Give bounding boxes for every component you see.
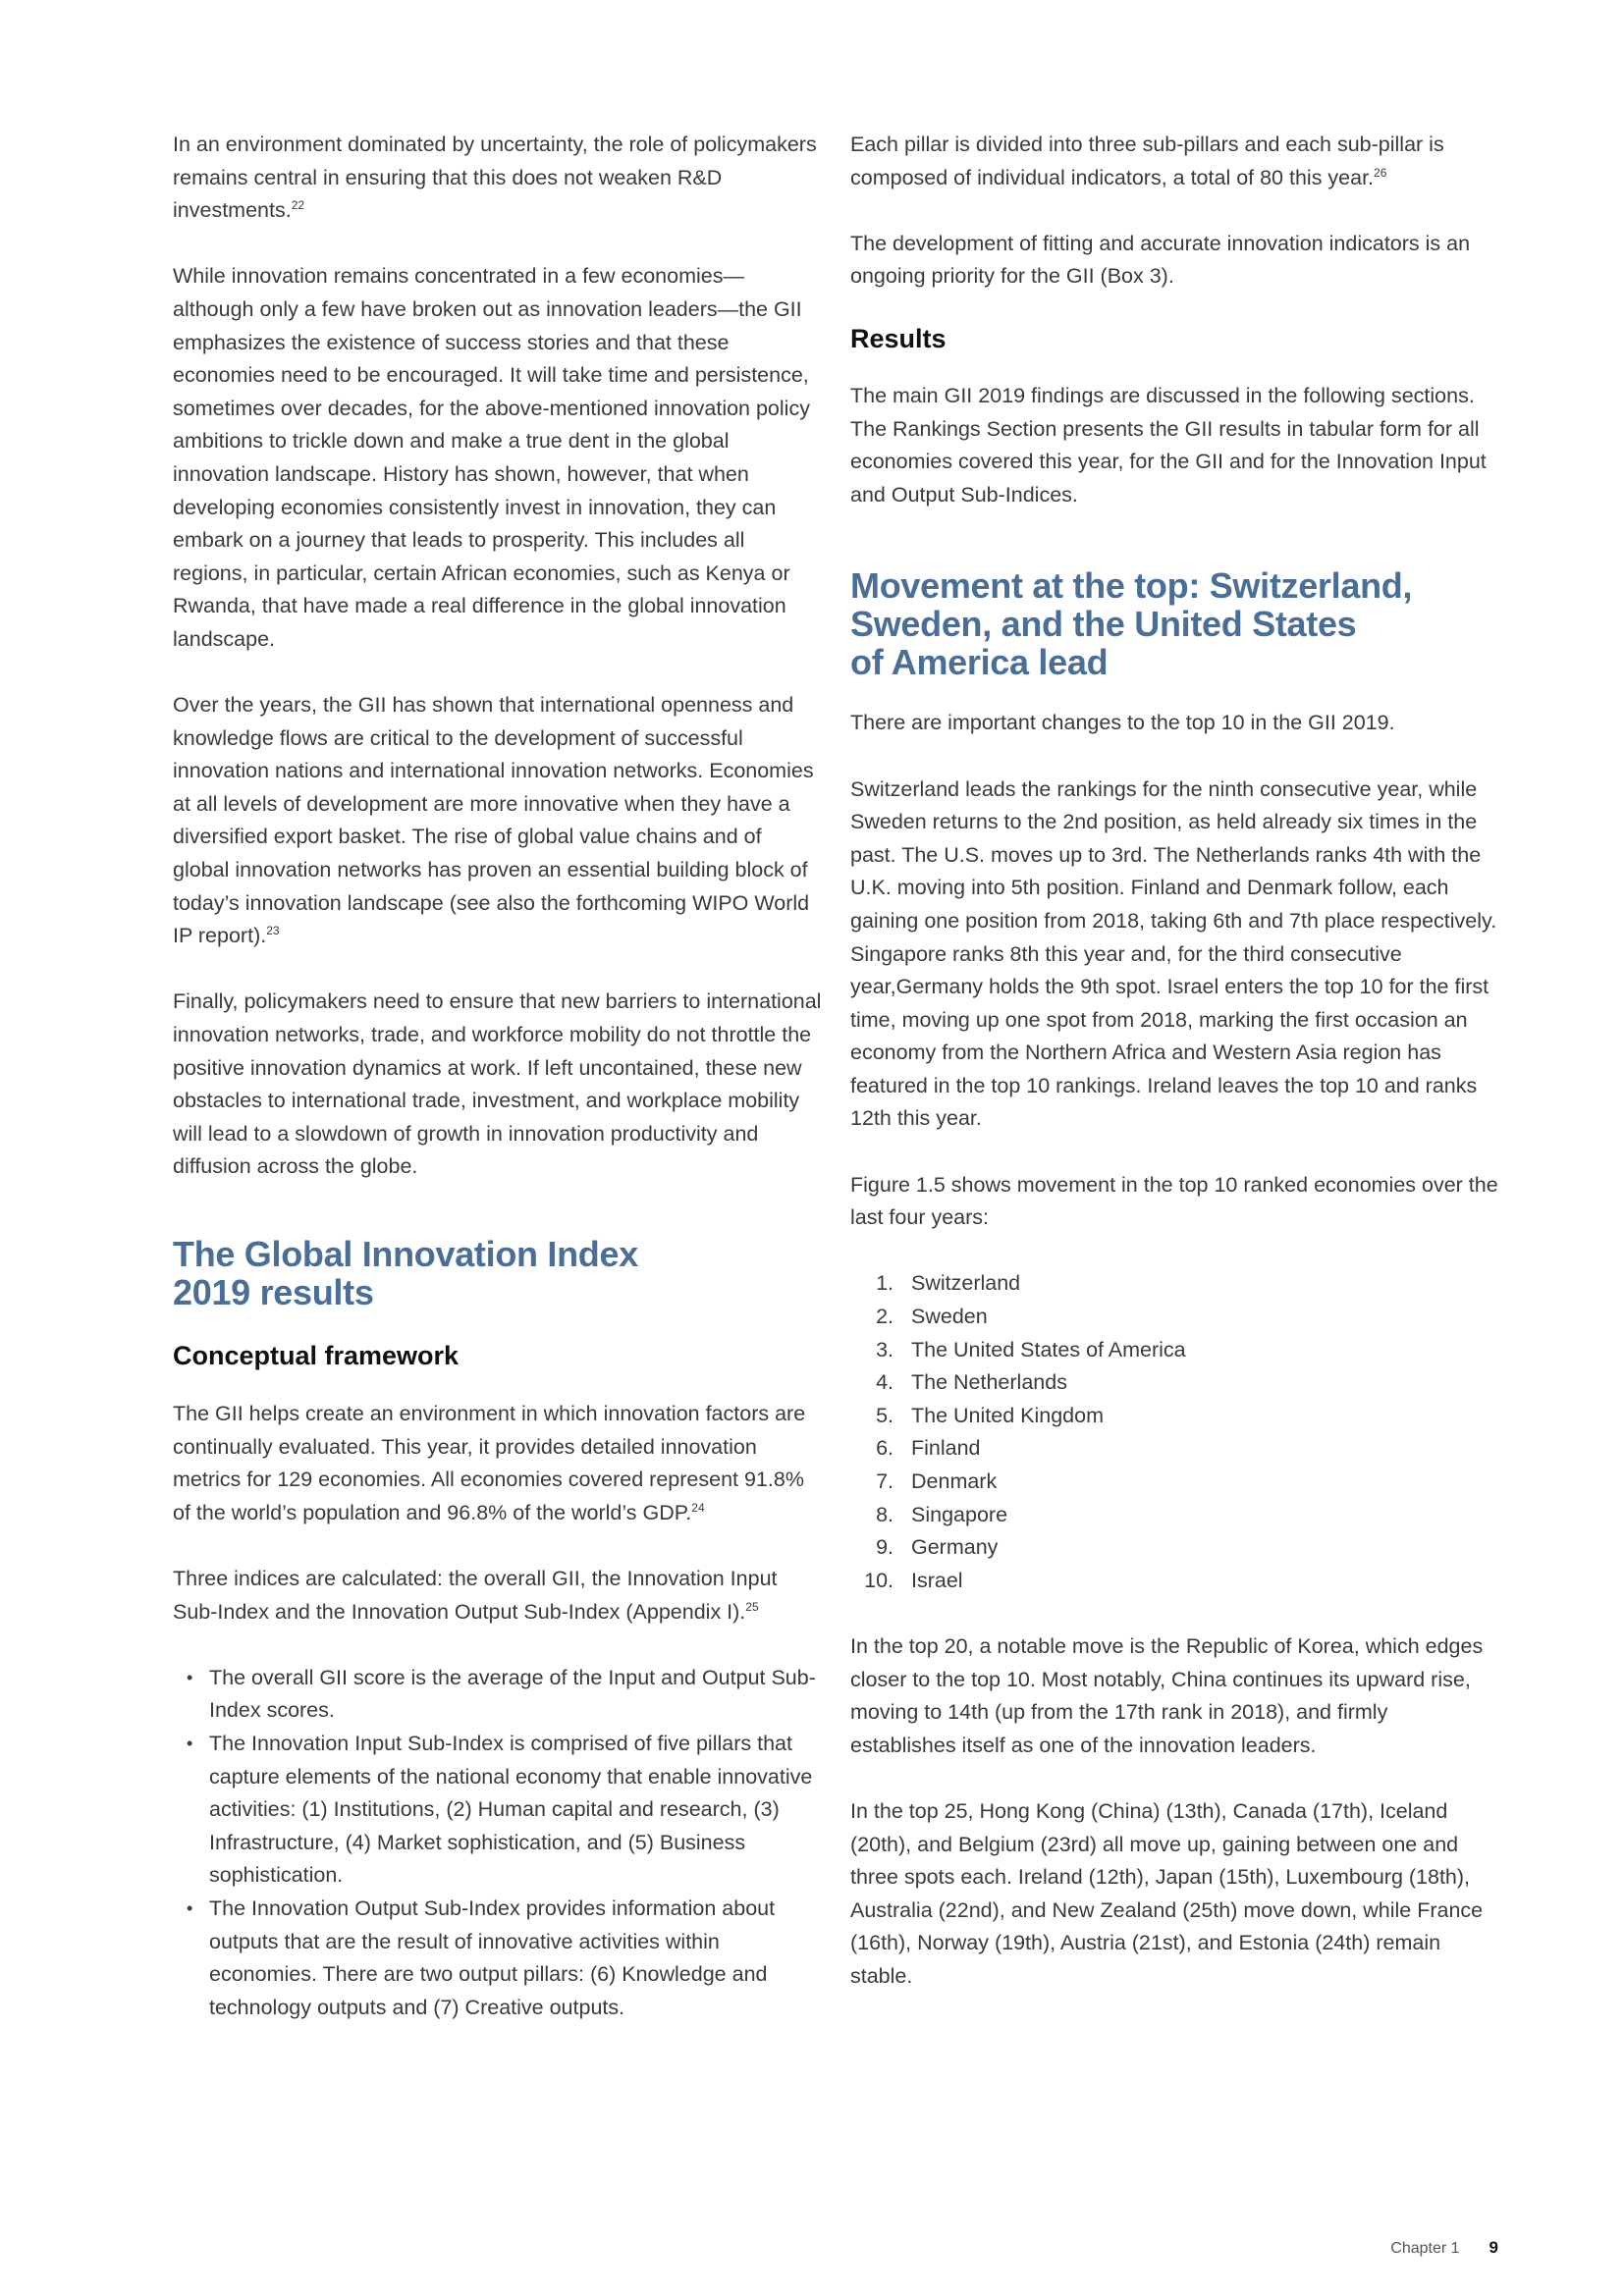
paragraph: In an environment dominated by uncertainty, the role of policymakers remains central in ensuring that this does not weaken R&D investments.$^{22}$ [173,133,817,223]
left-column [173,129,823,2024]
bullet-list [173,1662,823,2025]
section-heading-gii-results: The Global Innovation Index 2019 results [173,1234,638,1312]
paragraph: The development of fitting and accurate innovation indicators is an ongoing priority for the GII (Box 3). [850,231,1471,289]
page-footer [1276,2238,1498,2258]
list-item: 1. Switzerland [876,1271,1021,1296]
footnote-ref[interactable]: 26 [1374,165,1387,180]
list-item: 10. Israel [864,1568,963,1592]
paragraph: In the top 25, Hong Kong (China) (13th), Canada (17th), Iceland (20th), and Belgium (23rd) all move up, gaining between one and three spots each. Ireland (12th), Japan (15th), Luxembourg (18th), Australia (22nd), and New Zealand (25th) move down, while France (16th), Norway (19th), Austria (21st), and Estonia (24th) remain stable. [850,1798,1484,1988]
footnote-ref[interactable]: 23 [266,924,280,938]
paragraph: While innovation remains concentrated in a few economies—although only a few have broken out as innovation leaders—the GII emphasizes the existence of success stories and that these economies need to be encouraged. It will take time and persistence, sometimes over decades, for the above-mentioned innovation policy ambitions to trickle down and make a true dent in the global innovation landscape. History has shown, however, that when developing economies consistently invest in innovation, they can embark on a journey that leads to prosperity. This includes all regions, in particular, certain African economies, such as Kenya or Rwanda, that have made a real difference in the global innovation landscape. [173,264,810,651]
paragraph: In the top 20, a notable move is the Republic of Korea, which edges closer to the top 10. Most notably, China continues its upward rise, moving to 14th (up from the 17th rank in 2018), and firmly establishes itself as one of the innovation leaders. [850,1633,1484,1757]
list-item: 4. The Netherlands [876,1370,1067,1395]
paragraph: Finally, policymakers need to ensure that new barriers to international innovation networks, trade, and workforce mobility do not throttle the positive innovation dynamics at work. If left uncontained, these new obstacles to international trade, investment, and workplace mobility will lead to a slowdown of growth in innovation productivity and diffusion across the globe. [173,989,822,1179]
footnote-ref[interactable]: 24 [691,1500,705,1515]
paragraph: Switzerland leads the rankings for the ninth consecutive year, while Sweden returns to the 2nd position, as held already six times in the past. The U.S. moves up to 3rd. The Netherlands ranks 4th with the U.K. moving into 5th position. Finland and Denmark follow, each gaining one position from 2018, taking 6th and 7th place respectively. Singapore ranks 8th this year and, for the third consecutive year,Germany holds the 9th spot. Israel enters the top 10 for the first time, moving up one spot from 2018, marking the first occasion an economy from the Northern Africa and Western Asia region has featured in the top 10 rankings. Ireland leaves the top 10 and ranks 12th this year. [850,776,1497,1131]
paragraph: Each pillar is divided into three sub-pillars and each sub-pillar is composed of individual indicators, a total of 80 this year.$^{26}$ [850,133,1444,189]
paragraph: Three indices are calculated: the overall GII, the Innovation Input Sub-Index and the Innovation Output Sub-Index (Appendix I).$^{25}$ [173,1566,778,1624]
list-item: • The Innovation Input Sub-Index is comprised of five pillars that capture elements of the national economy that enable innovative activities: (1) Institutions, (2) Human capital and research, (3) Infrastructure, (4) Market sophistication, and (5) Business sophistication. [173,1728,823,1893]
right-column [850,129,1498,2026]
list-item: 2. Sweden [876,1305,988,1329]
footnote-ref[interactable]: 22 [291,198,305,213]
page-number: 9 [1489,2238,1498,2257]
list-item: 7. Denmark [876,1469,998,1493]
paragraph: The GII helps create an environment in which innovation factors are continually evaluated. This year, it provides detailed innovation metrics for 129 economies. All economies covered represent 91.8% of the world’s population and 96.8% of the world’s GDP.$^{24}$ [173,1402,806,1524]
subheading-conceptual-framework: Conceptual framework [173,1341,460,1370]
list-item: 6. Finland [876,1436,981,1461]
subheading-results: Results [850,323,947,353]
list-item: • The Innovation Output Sub-Index provides information about outputs that are the result of innovative activities within economies. There are two output pillars: (6) Knowledge and technology outputs and (7) Creative outputs. [173,1893,823,2024]
list-item: 5. The United Kingdom [876,1403,1104,1427]
paragraph: There are important changes to the top 10 in the GII 2019. [850,711,1395,735]
list-item: 8. Singapore [876,1502,1008,1526]
top10-ranking-list [850,1267,1498,1597]
list-item: 3. The United States of America [876,1337,1186,1362]
list-item: 9. Germany [876,1535,999,1560]
footnote-ref[interactable]: 25 [745,1599,759,1614]
paragraph: Over the years, the GII has shown that international openness and knowledge flows are critical to the development of successful innovation nations and international innovation networks. Economies at all levels of development are more innovative when they have a diversified export basket. The rise of global value chains and of global innovation networks has proven an essential building block of today’s innovation landscape (see also the forthcoming WIPO World IP report).$^{23}$ [173,693,814,948]
chapter-label: Chapter 1 [1390,2240,1460,2257]
paragraph: The main GII 2019 findings are discussed in the following sections. The Rankings Section presents the GII results in tabular form for all economies covered this year, for the GII and for the Innovation Input and Output Sub-Indices. [850,383,1487,507]
list-item: • The overall GII score is the average of the Input and Output Sub-Index scores. [173,1662,823,1728]
section-heading-movement-at-top: Movement at the top: Switzerland, Sweden, and the United States of America lead [850,565,1413,683]
paragraph: Figure 1.5 shows movement in the top 10 ranked economies over the last four years: [850,1172,1498,1230]
